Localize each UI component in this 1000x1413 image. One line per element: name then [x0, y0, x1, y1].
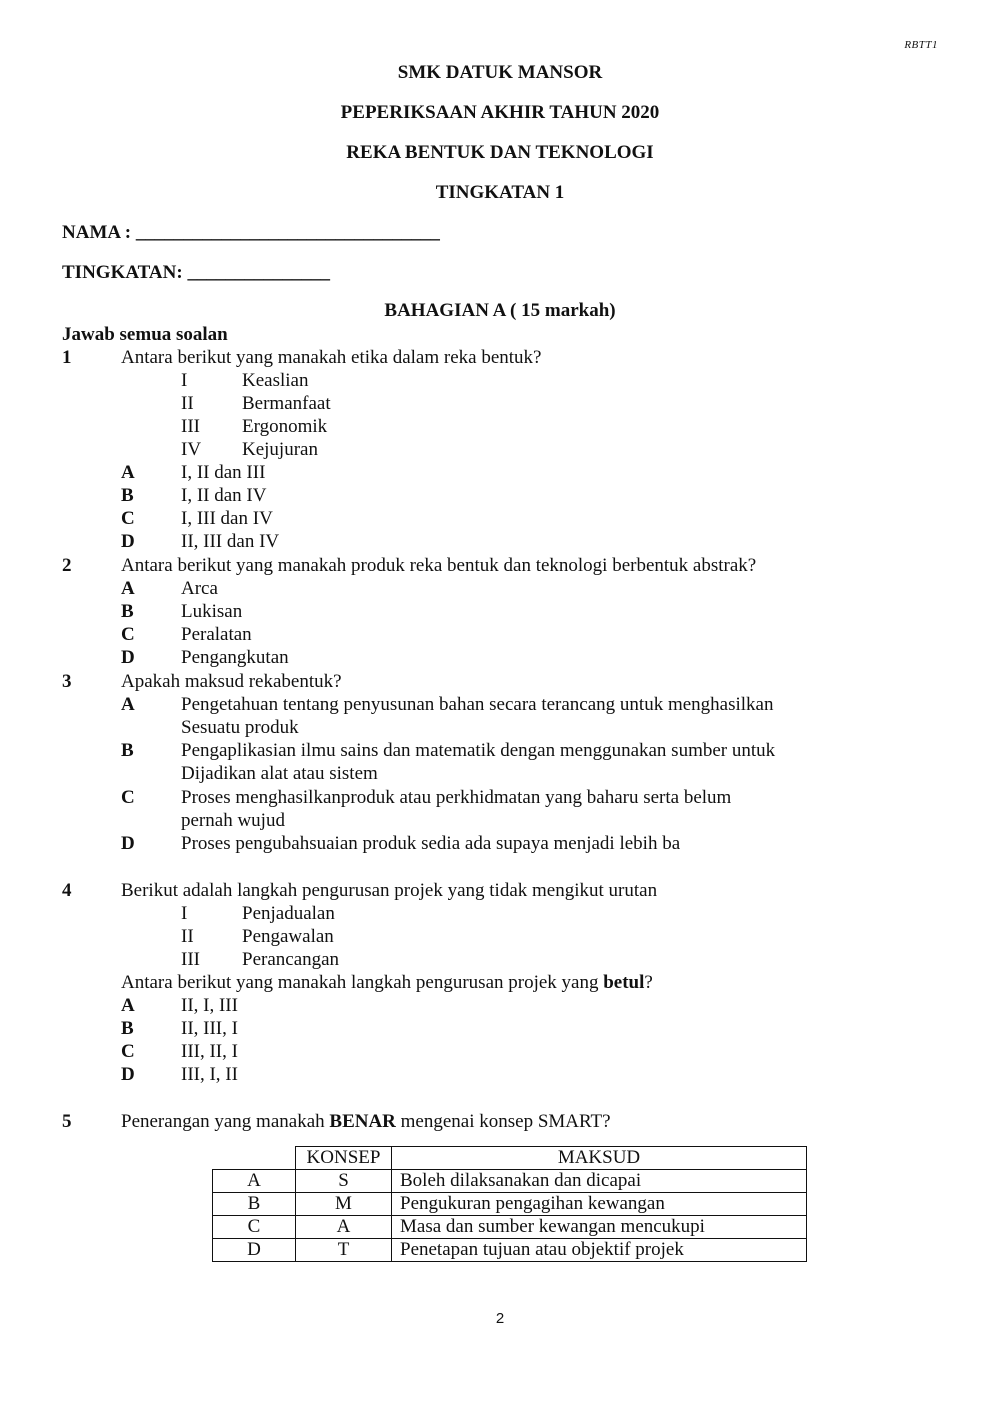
table-row[interactable] — [213, 1170, 807, 1193]
option-letter: D — [121, 647, 135, 668]
page-number: 2 — [495, 1310, 505, 1327]
option-text-continued: Dijadikan alat atau sistem — [181, 763, 378, 784]
row-meaning: Masa dan sumber kewangan mencukupi — [392, 1216, 807, 1239]
name-field[interactable] — [62, 222, 440, 244]
option-letter: C — [121, 787, 135, 808]
smart-table — [212, 1146, 807, 1262]
option-text: Proses pengubahsuaian produk sedia ada supaya menjadi lebih ba — [181, 833, 681, 854]
option-letter: A — [121, 694, 135, 715]
exam-title: PEPERIKSAAN AKHIR TAHUN 2020 — [340, 102, 660, 123]
roman-numeral: I — [181, 370, 188, 391]
question-text: Penerangan yang manakah BENAR mengenai konsep SMART? — [121, 1111, 611, 1132]
option-letter: C — [121, 508, 135, 529]
option-text: II, III dan IV — [181, 531, 280, 552]
option-letter: D — [121, 531, 135, 552]
row-letter: C — [213, 1216, 296, 1239]
class-blank[interactable]: _______________ — [187, 262, 330, 283]
question-text: Antara berikut yang manakah produk reka bentuk dan teknologi berbentuk abstrak? — [121, 555, 757, 576]
subject-title: REKA BENTUK DAN TEKNOLOGI — [346, 142, 654, 163]
option-letter: A — [121, 578, 135, 599]
name-label: NAMA : — [62, 222, 132, 243]
roman-numeral: IV — [181, 439, 202, 460]
table-corner-cell — [213, 1147, 296, 1170]
question-prompt: Antara berikut yang manakah langkah pengurusan projek yang betul? — [121, 972, 653, 993]
option-text: III, I, II — [181, 1064, 238, 1085]
table-row[interactable] — [213, 1239, 807, 1262]
row-meaning: Pengukuran pengagihan kewangan — [392, 1193, 807, 1216]
option-letter: B — [121, 485, 134, 506]
row-letter: D — [213, 1239, 296, 1262]
row-meaning: Boleh dilaksanakan dan dicapai — [392, 1170, 807, 1193]
option-text: II, I, III — [181, 995, 238, 1016]
option-text: II, III, I — [181, 1018, 238, 1039]
emphasis: betul — [603, 972, 645, 993]
list-item: Keaslian — [242, 370, 309, 391]
option-letter: C — [121, 1041, 135, 1062]
roman-numeral: III — [181, 416, 200, 437]
form-title: TINGKATAN 1 — [435, 182, 565, 203]
name-blank[interactable]: ________________________________ — [135, 222, 440, 243]
school-name: SMK DATUK MANSOR — [397, 62, 603, 83]
question-number: 1 — [62, 347, 72, 368]
list-item: Penjadualan — [242, 903, 335, 924]
question-number: 3 — [62, 671, 72, 692]
row-concept: T — [296, 1239, 392, 1262]
option-text: Pengetahuan tentang penyusunan bahan secara terancang untuk menghasilkan — [181, 694, 774, 715]
row-letter: B — [213, 1193, 296, 1216]
option-text: I, II dan III — [181, 462, 266, 483]
option-letter: B — [121, 1018, 134, 1039]
roman-numeral: II — [181, 926, 194, 947]
option-text: Pengaplikasian ilmu sains dan matematik dengan menggunakan sumber untuk — [181, 740, 776, 761]
list-item: Kejujuran — [242, 439, 318, 460]
option-letter: C — [121, 624, 135, 645]
document-code: RBTT1 — [904, 39, 938, 51]
question-text: Antara berikut yang manakah etika dalam reka bentuk? — [121, 347, 542, 368]
roman-numeral: I — [181, 903, 188, 924]
section-instruction: Jawab semua soalan — [62, 324, 228, 345]
table-header-row — [213, 1147, 807, 1170]
option-letter: B — [121, 740, 134, 761]
row-concept: A — [296, 1216, 392, 1239]
question-number: 4 — [62, 880, 72, 901]
question-number: 5 — [62, 1111, 72, 1132]
question-number: 2 — [62, 555, 72, 576]
table-row[interactable] — [213, 1193, 807, 1216]
row-concept: M — [296, 1193, 392, 1216]
table-row[interactable] — [213, 1216, 807, 1239]
option-letter: B — [121, 601, 134, 622]
class-label: TINGKATAN: — [62, 262, 183, 283]
list-item: Pengawalan — [242, 926, 334, 947]
question-text: Apakah maksud rekabentuk? — [121, 671, 342, 692]
option-text: Peralatan — [181, 624, 252, 645]
option-text: I, III dan IV — [181, 508, 273, 529]
question-text: Berikut adalah langkah pengurusan projek yang tidak mengikut urutan — [121, 880, 658, 901]
row-concept: S — [296, 1170, 392, 1193]
option-letter: D — [121, 1064, 135, 1085]
row-letter: A — [213, 1170, 296, 1193]
option-letter: D — [121, 833, 135, 854]
table-header-konsep: KONSEP — [296, 1147, 392, 1170]
option-text-continued: pernah wujud — [181, 810, 285, 831]
option-text: I, II dan IV — [181, 485, 267, 506]
list-item: Ergonomik — [242, 416, 328, 437]
option-text: III, II, I — [181, 1041, 238, 1062]
option-text: Proses menghasilkanproduk atau perkhidmatan yang baharu serta belum — [181, 787, 732, 808]
option-letter: A — [121, 995, 135, 1016]
option-text: Arca — [181, 578, 218, 599]
option-text-continued: Sesuatu produk — [181, 717, 299, 738]
roman-numeral: III — [181, 949, 200, 970]
option-text: Lukisan — [181, 601, 243, 622]
row-meaning: Penetapan tujuan atau objektif projek — [392, 1239, 807, 1262]
table-header-maksud: MAKSUD — [392, 1147, 807, 1170]
option-text: Pengangkutan — [181, 647, 289, 668]
roman-numeral: II — [181, 393, 194, 414]
option-letter: A — [121, 462, 135, 483]
list-item: Bermanfaat — [242, 393, 331, 414]
list-item: Perancangan — [242, 949, 340, 970]
section-title: BAHAGIAN A ( 15 markah) — [384, 300, 616, 321]
class-field[interactable] — [62, 262, 330, 284]
emphasis: BENAR — [329, 1111, 396, 1132]
